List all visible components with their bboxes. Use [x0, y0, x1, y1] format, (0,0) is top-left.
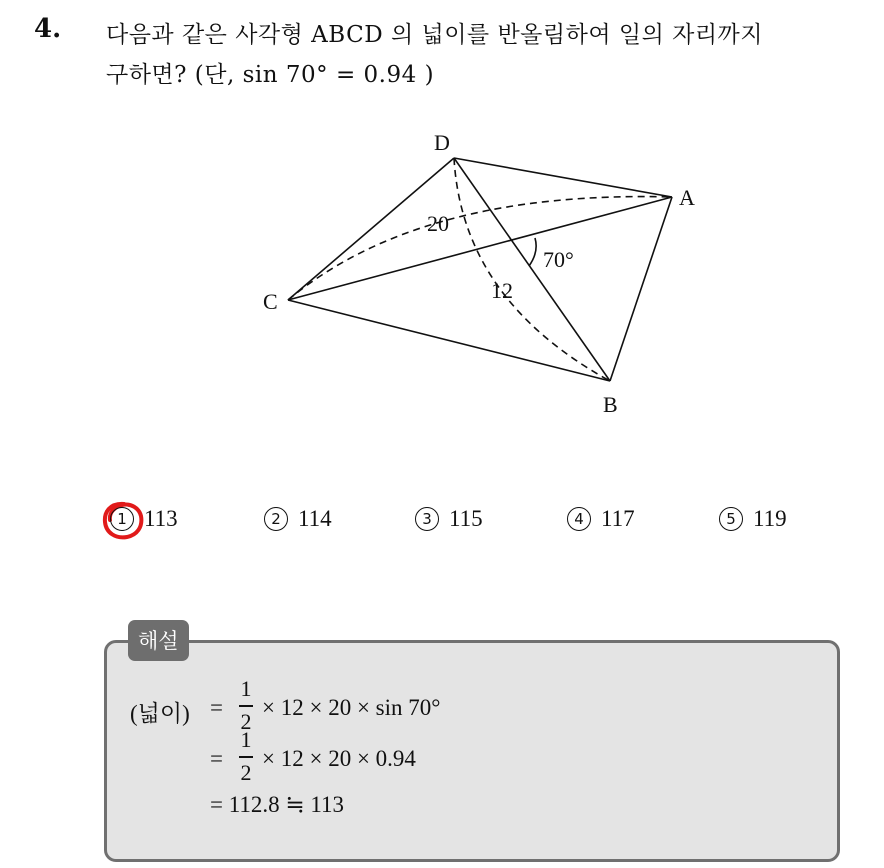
solution-line1-rest: × 12 × 20 × sin 70° — [262, 695, 441, 720]
solution-line2-rest: × 12 × 20 × 0.94 — [262, 746, 416, 771]
solution-line2-denominator: 2 — [240, 760, 252, 785]
angle-arc — [529, 238, 536, 266]
solution-lhs: (넓이) — [130, 701, 190, 726]
choice-1-marker: 1 — [110, 507, 134, 531]
choice-2[interactable] — [264, 506, 332, 532]
question-number: 4. — [34, 14, 62, 44]
solution-line1-fraction-bar — [239, 705, 253, 707]
choice-3[interactable] — [415, 506, 483, 532]
choice-4-marker: 4 — [567, 507, 591, 531]
choice-4[interactable] — [567, 506, 635, 532]
choice-1[interactable] — [110, 506, 178, 532]
side-da — [454, 158, 672, 197]
vertex-label-b: B — [603, 392, 618, 417]
angle-label: 70° — [543, 247, 574, 272]
solution-line2-equals: = — [210, 746, 223, 771]
vertex-label-a: A — [679, 185, 695, 210]
answer-choices — [0, 506, 884, 542]
diagonal-length-20: 20 — [427, 211, 449, 236]
solution-line3: = 112.8 ≒ 113 — [210, 792, 345, 817]
choice-5[interactable] — [719, 506, 787, 532]
question-text-line1: 다음과 같은 사각형 ABCD 의 넓이를 반올림하여 일의 자리까지 — [106, 22, 763, 48]
choice-5-value: 119 — [753, 506, 787, 531]
choice-5-marker: 5 — [719, 507, 743, 531]
solution-line2-numerator: 1 — [240, 727, 252, 752]
vertex-label-d: D — [434, 130, 450, 155]
question-text-line2: 구하면? (단, sin 70° = 0.94 ) — [106, 62, 435, 88]
choice-4-value: 117 — [601, 506, 635, 531]
solution-line1-denominator: 2 — [240, 709, 252, 734]
choice-1-value: 113 — [144, 506, 178, 531]
choice-3-value: 115 — [449, 506, 483, 531]
vertex-label-c: C — [263, 289, 278, 314]
diagonal-ca — [288, 197, 672, 300]
diagonal-length-12: 12 — [491, 278, 513, 303]
choice-2-value: 114 — [298, 506, 332, 531]
solution-line1-numerator: 1 — [240, 676, 252, 701]
solution-line2-fraction-bar — [239, 756, 253, 758]
solution-line1-equals: = — [210, 695, 223, 720]
solution-tag: 해설 — [128, 620, 189, 661]
choice-2-marker: 2 — [264, 507, 288, 531]
choice-3-marker: 3 — [415, 507, 439, 531]
side-ab — [610, 197, 672, 381]
